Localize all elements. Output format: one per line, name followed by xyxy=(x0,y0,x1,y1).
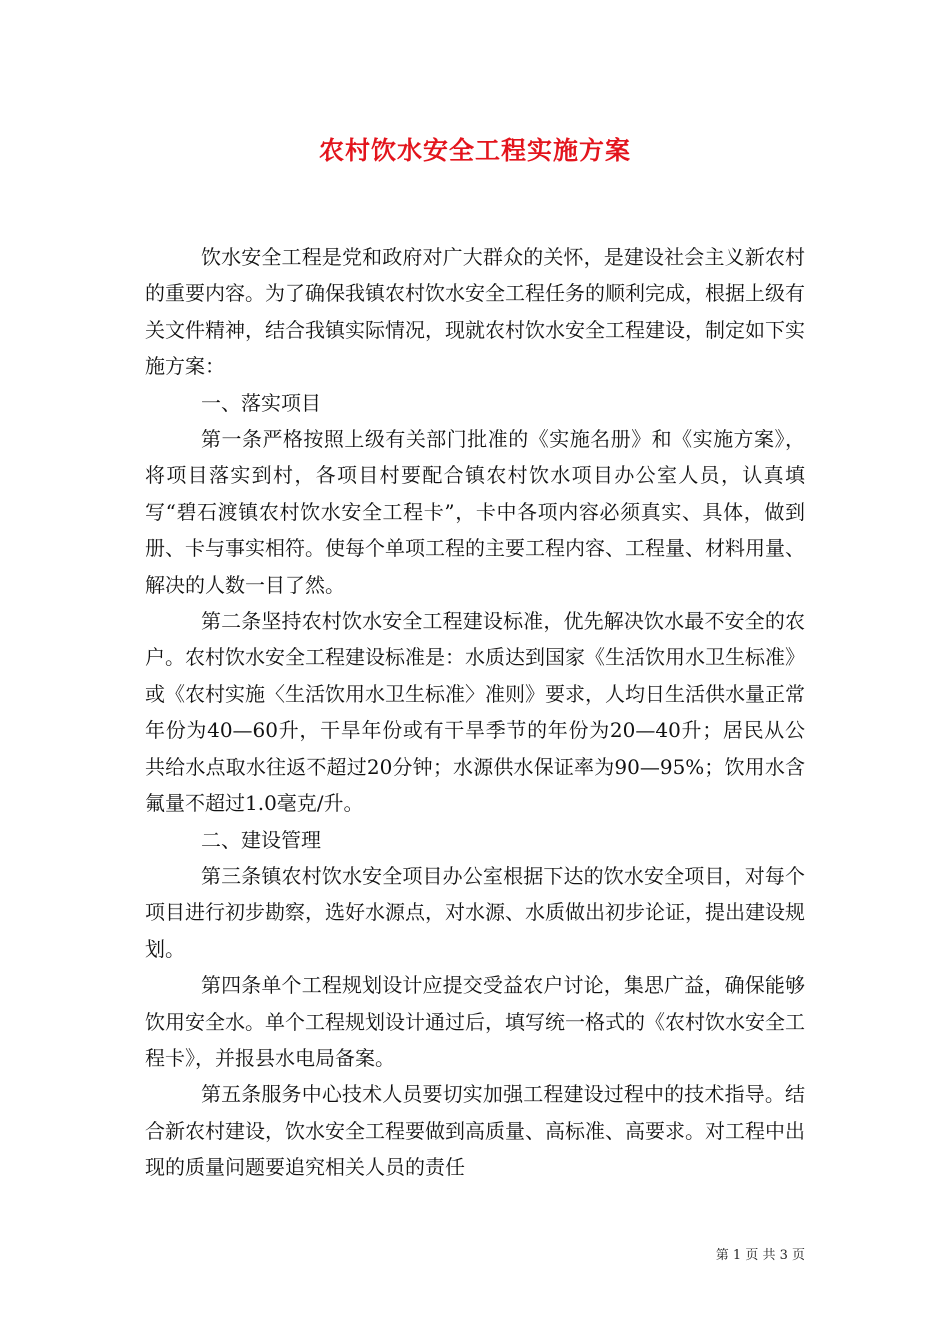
paragraph-article-5: 第五条服务中心技术人员要切实加强工程建设过程中的技术指导。结合新农村建设，饮水安全工程要做到高质量、高标准、高要求。对工程中出现的质量问题要追究相关人员的责任 xyxy=(145,1082,805,1180)
paragraph-article-4: 第四条单个工程规划设计应提交受益农户讨论，集思广益，确保能够饮用安全水。单个工程规划设计通过后，填写统一格式的《农村饮水安全工程卡》，并报县水电局备案。 xyxy=(145,973,805,1070)
document-body xyxy=(145,239,805,1186)
document-title: 农村饮水安全工程实施方案 xyxy=(318,136,631,165)
page-number: 第 1 页 共 3 页 xyxy=(715,1248,805,1263)
section-heading-2: 二、建设管理 xyxy=(201,827,321,852)
paragraph-article-3: 第三条镇农村饮水安全项目办公室根据下达的饮水安全项目，对每个项目进行初步勘察，选好水源点，对水源、水质做出初步论证，提出建设规划。 xyxy=(145,863,805,961)
paragraph-article-2: 第二条坚持农村饮水安全工程建设标准，优先解决饮水最不安全的农户。农村饮水安全工程建设标准是：水质达到国家《生活饮用水卫生标准》或《农村实施〈生活饮用水卫生标准〉准则》要求，人均日生活供水量正常年份为40—60升，干旱年份或有干旱季节的年份为20—40升；居民从公共给水点取水往返不超过20分钟；水源供水保证率为90—95%；饮用水含氟量不超过1.0毫克/升。 xyxy=(145,609,805,816)
paragraph-article-1: 第一条严格按照上级有关部门批准的《实施名册》和《实施方案》，将项目落实到村，各项目村要配合镇农村饮水项目办公室人员，认真填写“碧石渡镇农村饮水安全工程卡”，卡中各项内容必须真实、具体，做到册、卡与事实相符。使每个单项工程的主要工程内容、工程量、材料用量、解决的人数一目了然。 xyxy=(145,427,805,597)
section-heading-1: 一、落实项目 xyxy=(201,390,321,415)
paragraph-intro: 饮水安全工程是党和政府对广大群众的关怀，是建设社会主义新农村的重要内容。为了确保我镇农村饮水安全工程任务的顺利完成，根据上级有关文件精神，结合我镇实际情况，现就农村饮水安全工程建设，制定如下实施方案： xyxy=(145,245,805,379)
